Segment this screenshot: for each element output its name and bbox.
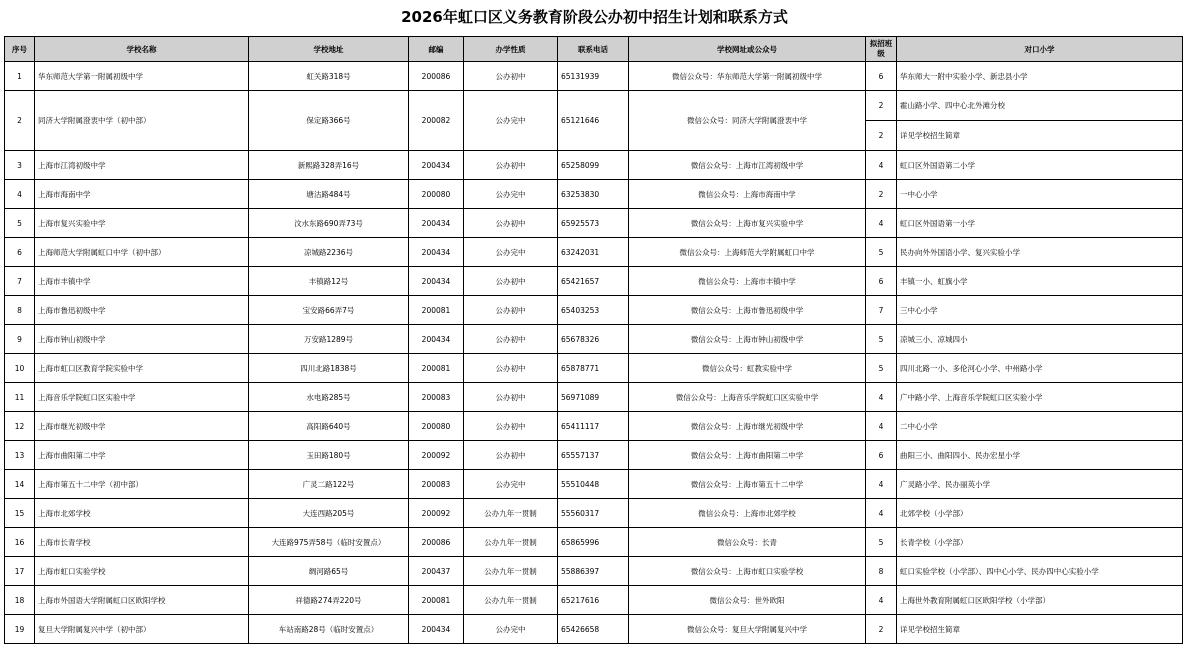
cell-nature: 公办完中 — [464, 180, 558, 209]
header-no: 序号 — [5, 37, 35, 62]
cell-name: 上海市鲁迅初级中学 — [35, 296, 249, 325]
cell-postcode: 200434 — [409, 267, 464, 296]
cell-phone: 65421657 — [558, 267, 629, 296]
cell-address: 车站南路28号（临时安置点） — [249, 615, 409, 644]
cell-nature: 公办完中 — [464, 470, 558, 499]
cell-nature: 公办九年一贯制 — [464, 499, 558, 528]
cell-classes: 5 — [866, 325, 897, 354]
cell-name: 上海市海南中学 — [35, 180, 249, 209]
cell-no: 8 — [5, 296, 35, 325]
cell-nature: 公办九年一贯制 — [464, 557, 558, 586]
cell-no: 5 — [5, 209, 35, 238]
cell-postcode: 200434 — [409, 209, 464, 238]
cell-address: 新熙路328弄16号 — [249, 151, 409, 180]
cell-feeder: 虹口区外国语第二小学 — [897, 151, 1183, 180]
cell-postcode: 200434 — [409, 238, 464, 267]
cell-feeder: 详见学校招生简章 — [897, 615, 1183, 644]
table-row — [5, 91, 1183, 121]
cell-classes: 4 — [866, 586, 897, 615]
table-row — [5, 238, 1183, 267]
cell-postcode: 200092 — [409, 441, 464, 470]
cell-web: 微信公众号：上海市江湾初级中学 — [629, 151, 866, 180]
enrollment-table — [4, 36, 1183, 644]
cell-feeder: 上海世外教育附属虹口区欧阳学校（小学部） — [897, 586, 1183, 615]
cell-classes: 5 — [866, 528, 897, 557]
cell-nature: 公办初中 — [464, 62, 558, 91]
cell-web: 微信公众号：上海市钟山初级中学 — [629, 325, 866, 354]
cell-classes: 6 — [866, 62, 897, 91]
cell-name: 上海市钟山初级中学 — [35, 325, 249, 354]
cell-feeder: 民办向外外国语小学、复兴实验小学 — [897, 238, 1183, 267]
cell-address: 玉田路180号 — [249, 441, 409, 470]
cell-nature: 公办初中 — [464, 325, 558, 354]
cell-postcode: 200083 — [409, 470, 464, 499]
table-row — [5, 151, 1183, 180]
cell-postcode: 200086 — [409, 528, 464, 557]
cell-no: 3 — [5, 151, 35, 180]
cell-nature: 公办初中 — [464, 354, 558, 383]
cell-postcode: 200434 — [409, 615, 464, 644]
cell-address: 祥德路274弄220号 — [249, 586, 409, 615]
cell-no: 16 — [5, 528, 35, 557]
table-row — [5, 499, 1183, 528]
cell-feeder: 三中心小学 — [897, 296, 1183, 325]
header-classes: 拟招班级 — [866, 37, 897, 62]
cell-name: 上海师范大学附属虹口中学（初中部） — [35, 238, 249, 267]
cell-postcode: 200434 — [409, 325, 464, 354]
cell-address: 汶水东路690弄73号 — [249, 209, 409, 238]
cell-feeder: 广中路小学、上海音乐学院虹口区实验小学 — [897, 383, 1183, 412]
cell-web: 微信公众号：复旦大学附属复兴中学 — [629, 615, 866, 644]
cell-phone: 65557137 — [558, 441, 629, 470]
table-row — [5, 325, 1183, 354]
cell-name: 上海音乐学院虹口区实验中学 — [35, 383, 249, 412]
cell-postcode: 200086 — [409, 62, 464, 91]
cell-no: 14 — [5, 470, 35, 499]
cell-no: 13 — [5, 441, 35, 470]
table-wrapper — [4, 36, 1182, 644]
cell-name: 上海市外国语大学附属虹口区欧阳学校 — [35, 586, 249, 615]
cell-phone: 55510448 — [558, 470, 629, 499]
header-feeder: 对口小学 — [897, 37, 1183, 62]
table-row — [5, 528, 1183, 557]
cell-web: 微信公众号：虹教实验中学 — [629, 354, 866, 383]
cell-classes: 8 — [866, 557, 897, 586]
cell-address: 凉城路2236号 — [249, 238, 409, 267]
cell-address: 丰镇路12号 — [249, 267, 409, 296]
cell-feeder: 虹口区外国语第一小学 — [897, 209, 1183, 238]
cell-phone: 65878771 — [558, 354, 629, 383]
cell-address: 万安路1289号 — [249, 325, 409, 354]
cell-nature: 公办完中 — [464, 238, 558, 267]
cell-name: 上海市曲阳第二中学 — [35, 441, 249, 470]
cell-classes: 5 — [866, 238, 897, 267]
header-postcode: 邮编 — [409, 37, 464, 62]
cell-address: 塘沽路484号 — [249, 180, 409, 209]
header-row — [5, 37, 1183, 62]
table-row — [5, 586, 1183, 615]
cell-nature: 公办初中 — [464, 267, 558, 296]
cell-name: 上海市第五十二中学（初中部） — [35, 470, 249, 499]
cell-classes: 7 — [866, 296, 897, 325]
cell-web: 微信公众号：上海市海南中学 — [629, 180, 866, 209]
cell-address: 水电路285号 — [249, 383, 409, 412]
cell-classes: 4 — [866, 499, 897, 528]
cell-nature: 公办初中 — [464, 296, 558, 325]
cell-web: 微信公众号：上海市鲁迅初级中学 — [629, 296, 866, 325]
cell-no: 2 — [5, 91, 35, 151]
cell-classes: 4 — [866, 412, 897, 441]
cell-no: 18 — [5, 586, 35, 615]
cell-nature: 公办完中 — [464, 615, 558, 644]
cell-postcode: 200082 — [409, 91, 464, 151]
page-title: 2026年虹口区义务教育阶段公办初中招生计划和联系方式 — [401, 8, 788, 26]
header-web: 学校网址或公众号 — [629, 37, 866, 62]
cell-web: 微信公众号：上海市第五十二中学 — [629, 470, 866, 499]
cell-address: 大连西路205号 — [249, 499, 409, 528]
cell-web: 微信公众号：上海市曲阳第二中学 — [629, 441, 866, 470]
header-nature: 办学性质 — [464, 37, 558, 62]
cell-no: 17 — [5, 557, 35, 586]
cell-phone: 65121646 — [558, 91, 629, 151]
table-row — [5, 209, 1183, 238]
cell-name: 华东师范大学第一附属初级中学 — [35, 62, 249, 91]
table-row — [5, 383, 1183, 412]
cell-classes: 6 — [866, 267, 897, 296]
table-row — [5, 296, 1183, 325]
cell-feeder: 华东师大一附中实验小学、新忠县小学 — [897, 62, 1183, 91]
cell-web: 微信公众号：上海市北郊学校 — [629, 499, 866, 528]
cell-web: 微信公众号：世外欧阳 — [629, 586, 866, 615]
cell-phone: 65411117 — [558, 412, 629, 441]
cell-name: 上海市虹口实验学校 — [35, 557, 249, 586]
cell-no: 7 — [5, 267, 35, 296]
header-address: 学校地址 — [249, 37, 409, 62]
cell-nature: 公办完中 — [464, 91, 558, 151]
cell-feeder: 凉城三小、凉城四小 — [897, 325, 1183, 354]
cell-postcode: 200092 — [409, 499, 464, 528]
cell-no: 6 — [5, 238, 35, 267]
cell-phone: 65258099 — [558, 151, 629, 180]
cell-phone: 65426658 — [558, 615, 629, 644]
cell-classes: 4 — [866, 470, 897, 499]
cell-postcode: 200081 — [409, 586, 464, 615]
cell-web: 微信公众号：华东师范大学第一附属初级中学 — [629, 62, 866, 91]
cell-name: 上海市北郊学校 — [35, 499, 249, 528]
cell-phone: 56971089 — [558, 383, 629, 412]
cell-phone: 65865996 — [558, 528, 629, 557]
cell-web: 微信公众号：上海市继光初级中学 — [629, 412, 866, 441]
cell-web: 微信公众号：上海市复兴实验中学 — [629, 209, 866, 238]
cell-phone: 55886397 — [558, 557, 629, 586]
cell-address: 大连路975弄58号（临时安置点） — [249, 528, 409, 557]
cell-classes: 2 — [866, 121, 897, 151]
cell-nature: 公办初中 — [464, 383, 558, 412]
table-row — [5, 62, 1183, 91]
cell-feeder: 一中心小学 — [897, 180, 1183, 209]
cell-web: 微信公众号：长青 — [629, 528, 866, 557]
cell-no: 12 — [5, 412, 35, 441]
cell-no: 19 — [5, 615, 35, 644]
cell-nature: 公办九年一贯制 — [464, 528, 558, 557]
cell-address: 保定路366号 — [249, 91, 409, 151]
cell-no: 1 — [5, 62, 35, 91]
cell-nature: 公办初中 — [464, 151, 558, 180]
cell-classes: 4 — [866, 151, 897, 180]
cell-postcode: 200081 — [409, 354, 464, 383]
cell-classes: 4 — [866, 383, 897, 412]
table-row — [5, 615, 1183, 644]
cell-address: 高阳路640号 — [249, 412, 409, 441]
cell-address: 虹关路318号 — [249, 62, 409, 91]
cell-feeder: 长青学校（小学部） — [897, 528, 1183, 557]
cell-no: 15 — [5, 499, 35, 528]
header-name: 学校名称 — [35, 37, 249, 62]
cell-no: 10 — [5, 354, 35, 383]
cell-classes: 5 — [866, 354, 897, 383]
cell-feeder: 详见学校招生简章 — [897, 121, 1183, 151]
cell-feeder: 四川北路一小、多伦河心小学、中州路小学 — [897, 354, 1183, 383]
table-row — [5, 267, 1183, 296]
cell-feeder: 曲阳三小、曲阳四小、民办宏星小学 — [897, 441, 1183, 470]
cell-classes: 2 — [866, 180, 897, 209]
cell-feeder: 北郊学校（小学部） — [897, 499, 1183, 528]
cell-phone: 55560317 — [558, 499, 629, 528]
cell-no: 4 — [5, 180, 35, 209]
cell-web: 微信公众号：同济大学附属澄衷中学 — [629, 91, 866, 151]
cell-phone: 65131939 — [558, 62, 629, 91]
cell-feeder: 丰镇一小、虹旗小学 — [897, 267, 1183, 296]
cell-phone: 65217616 — [558, 586, 629, 615]
cell-nature: 公办九年一贯制 — [464, 586, 558, 615]
table-row — [5, 180, 1183, 209]
cell-name: 上海市江湾初级中学 — [35, 151, 249, 180]
cell-feeder: 霍山路小学、四中心北外滩分校 — [897, 91, 1183, 121]
cell-classes: 6 — [866, 441, 897, 470]
table-row — [5, 354, 1183, 383]
cell-phone: 63242031 — [558, 238, 629, 267]
header-phone: 联系电话 — [558, 37, 629, 62]
cell-feeder: 二中心小学 — [897, 412, 1183, 441]
cell-web: 微信公众号：上海市丰镇中学 — [629, 267, 866, 296]
table-row — [5, 557, 1183, 586]
cell-postcode: 200437 — [409, 557, 464, 586]
cell-name: 复旦大学附属复兴中学（初中部） — [35, 615, 249, 644]
cell-address: 四川北路1838号 — [249, 354, 409, 383]
cell-web: 微信公众号：上海音乐学院虹口区实验中学 — [629, 383, 866, 412]
cell-name: 同济大学附属澄衷中学（初中部） — [35, 91, 249, 151]
cell-no: 11 — [5, 383, 35, 412]
cell-name: 上海市虹口区教育学院实验中学 — [35, 354, 249, 383]
cell-postcode: 200083 — [409, 383, 464, 412]
cell-feeder: 广灵路小学、民办丽英小学 — [897, 470, 1183, 499]
cell-postcode: 200080 — [409, 180, 464, 209]
cell-postcode: 200081 — [409, 296, 464, 325]
cell-address: 广灵二路122号 — [249, 470, 409, 499]
cell-nature: 公办初中 — [464, 209, 558, 238]
cell-no: 9 — [5, 325, 35, 354]
cell-postcode: 200080 — [409, 412, 464, 441]
cell-address: 宝安路66弄7号 — [249, 296, 409, 325]
cell-classes: 4 — [866, 209, 897, 238]
cell-phone: 65925573 — [558, 209, 629, 238]
table-row — [5, 412, 1183, 441]
cell-web: 微信公众号：上海市虹口实验学校 — [629, 557, 866, 586]
cell-nature: 公办初中 — [464, 412, 558, 441]
table-row — [5, 470, 1183, 499]
cell-classes: 2 — [866, 615, 897, 644]
cell-name: 上海市长青学校 — [35, 528, 249, 557]
cell-name: 上海市复兴实验中学 — [35, 209, 249, 238]
table-row — [5, 441, 1183, 470]
cell-nature: 公办初中 — [464, 441, 558, 470]
cell-phone: 65678326 — [558, 325, 629, 354]
cell-address: 绸河路65号 — [249, 557, 409, 586]
cell-postcode: 200434 — [409, 151, 464, 180]
table-body — [5, 62, 1183, 644]
cell-feeder: 虹口实验学校（小学部）、四中心小学、民办四中心实验小学 — [897, 557, 1183, 586]
cell-classes: 2 — [866, 91, 897, 121]
cell-name: 上海市继光初级中学 — [35, 412, 249, 441]
cell-web: 微信公众号：上海师范大学附属虹口中学 — [629, 238, 866, 267]
cell-phone: 65403253 — [558, 296, 629, 325]
cell-name: 上海市丰镇中学 — [35, 267, 249, 296]
cell-phone: 63253830 — [558, 180, 629, 209]
